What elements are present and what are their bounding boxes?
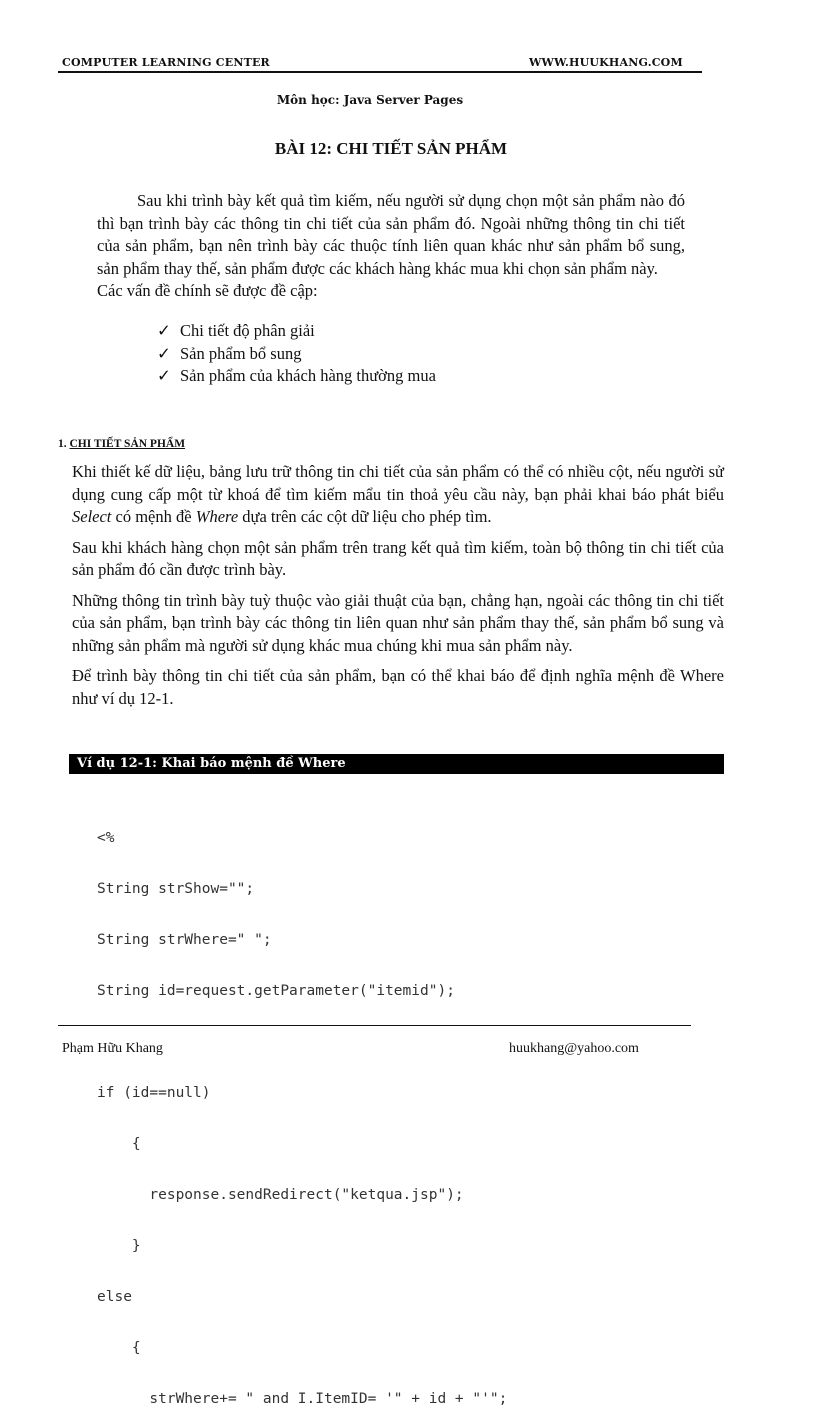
checkmark-icon: ✓ <box>157 343 171 363</box>
body-italic-keyword: Where <box>195 507 239 526</box>
body-paragraph: Những thông tin trình bày tuỳ thuộc vào giải thuật của bạn, chẳng hạn, ngoài các thông tin chi tiết của sản phẩm, bạn trình bày các thông tin liên quan như sản phẩm thay thế, sản phẩm bổ sung và những sản phẩm mà người sử dụng khác mua chúng khi mua sản phẩm này. <box>72 590 724 655</box>
section-heading-label: CHI TIẾT SẢN PHẨM <box>69 438 186 450</box>
code-line: strWhere+= " and I.ItemID= '" + id + "'"; <box>97 1391 508 1407</box>
topic-list <box>157 320 436 388</box>
footer-email: huukhang@yahoo.com <box>509 1041 639 1056</box>
section-body <box>72 461 724 718</box>
section-number: 1. <box>58 438 67 450</box>
body-italic-keyword: Select <box>72 507 112 526</box>
code-line: String strShow=""; <box>97 881 255 897</box>
code-line: { <box>97 1340 141 1356</box>
code-line: String strWhere=" "; <box>97 932 272 948</box>
code-line: if (id==null) <box>97 1085 211 1101</box>
body-paragraph: Để trình bày thông tin chi tiết của sản phẩm, bạn có thể khai báo để định nghĩa mệnh đề Where như ví dụ 12-1. <box>72 666 724 708</box>
checkmark-icon: ✓ <box>157 321 171 340</box>
list-item <box>157 320 436 343</box>
body-text: Khi thiết kế dữ liệu, bảng lưu trữ thông tin chi tiết của sản phẩm có thể có nhiều cột, nếu người sử dụng cung cấp một từ khoá để tìm kiếm mẩu tin thoả yêu cầu này, bạn phải khai báo phát biểu <box>72 462 724 504</box>
footer-author: Phạm Hữu Khang <box>62 1041 163 1056</box>
header-rule <box>58 71 702 73</box>
intro-block <box>97 190 685 303</box>
course-subject: Môn học: Java Server Pages <box>276 93 464 107</box>
body-paragraph <box>72 461 724 529</box>
code-line: String id=request.getParameter("itemid"); <box>97 983 455 999</box>
body-text: có mệnh đề <box>111 507 196 526</box>
list-item-label: Sản phẩm của khách hàng thường mua <box>180 366 436 385</box>
code-line: { <box>97 1136 141 1152</box>
example-caption-bar: Ví dụ 12-1: Khai báo mệnh đề Where <box>69 754 724 774</box>
body-paragraph: Sau khi khách hàng chọn một sản phẩm trên trang kết quả tìm kiếm, toàn bộ thông tin chi tiết của sản phẩm đó cần được trình bày. <box>72 537 724 579</box>
code-line: <% <box>97 830 115 846</box>
intro-lead: Các vấn đề chính sẽ được đề cập: <box>97 281 318 300</box>
lesson-title: BÀI 12: CHI TIẾT SẢN PHẨM <box>274 139 508 158</box>
code-line: else <box>97 1289 132 1305</box>
section-heading <box>58 438 185 450</box>
header-right-text: WWW.HUUKHANG.COM <box>529 56 683 69</box>
list-item-label: Sản phẩm bổ sung <box>180 343 302 363</box>
checkmark-icon: ✓ <box>157 366 171 385</box>
code-line: response.sendRedirect("ketqua.jsp"); <box>97 1187 464 1203</box>
header-left-text: COMPUTER LEARNING CENTER <box>62 56 270 69</box>
body-text: dựa trên các cột dữ liệu cho phép tìm. <box>238 507 492 526</box>
list-item <box>157 343 436 366</box>
list-item <box>157 365 436 388</box>
intro-paragraph: Sau khi trình bày kết quả tìm kiếm, nếu người sử dụng chọn một sản phẩm nào đó thì bạn trình bày các thông tin chi tiết của sản phẩm đó. Ngoài những thông tin chi tiết của sản phẩm, bạn nên trình bày các thuộc tính liên quan khác như sản phẩm bổ sung, sản phẩm thay thế, sản phẩm được các khách hàng khác mua khi chọn sản phẩm này. <box>97 191 685 278</box>
code-block <box>97 796 507 1425</box>
list-item-label: Chi tiết độ phân giải <box>180 321 315 340</box>
code-line: } <box>97 1238 141 1254</box>
footer-rule <box>58 1025 691 1026</box>
